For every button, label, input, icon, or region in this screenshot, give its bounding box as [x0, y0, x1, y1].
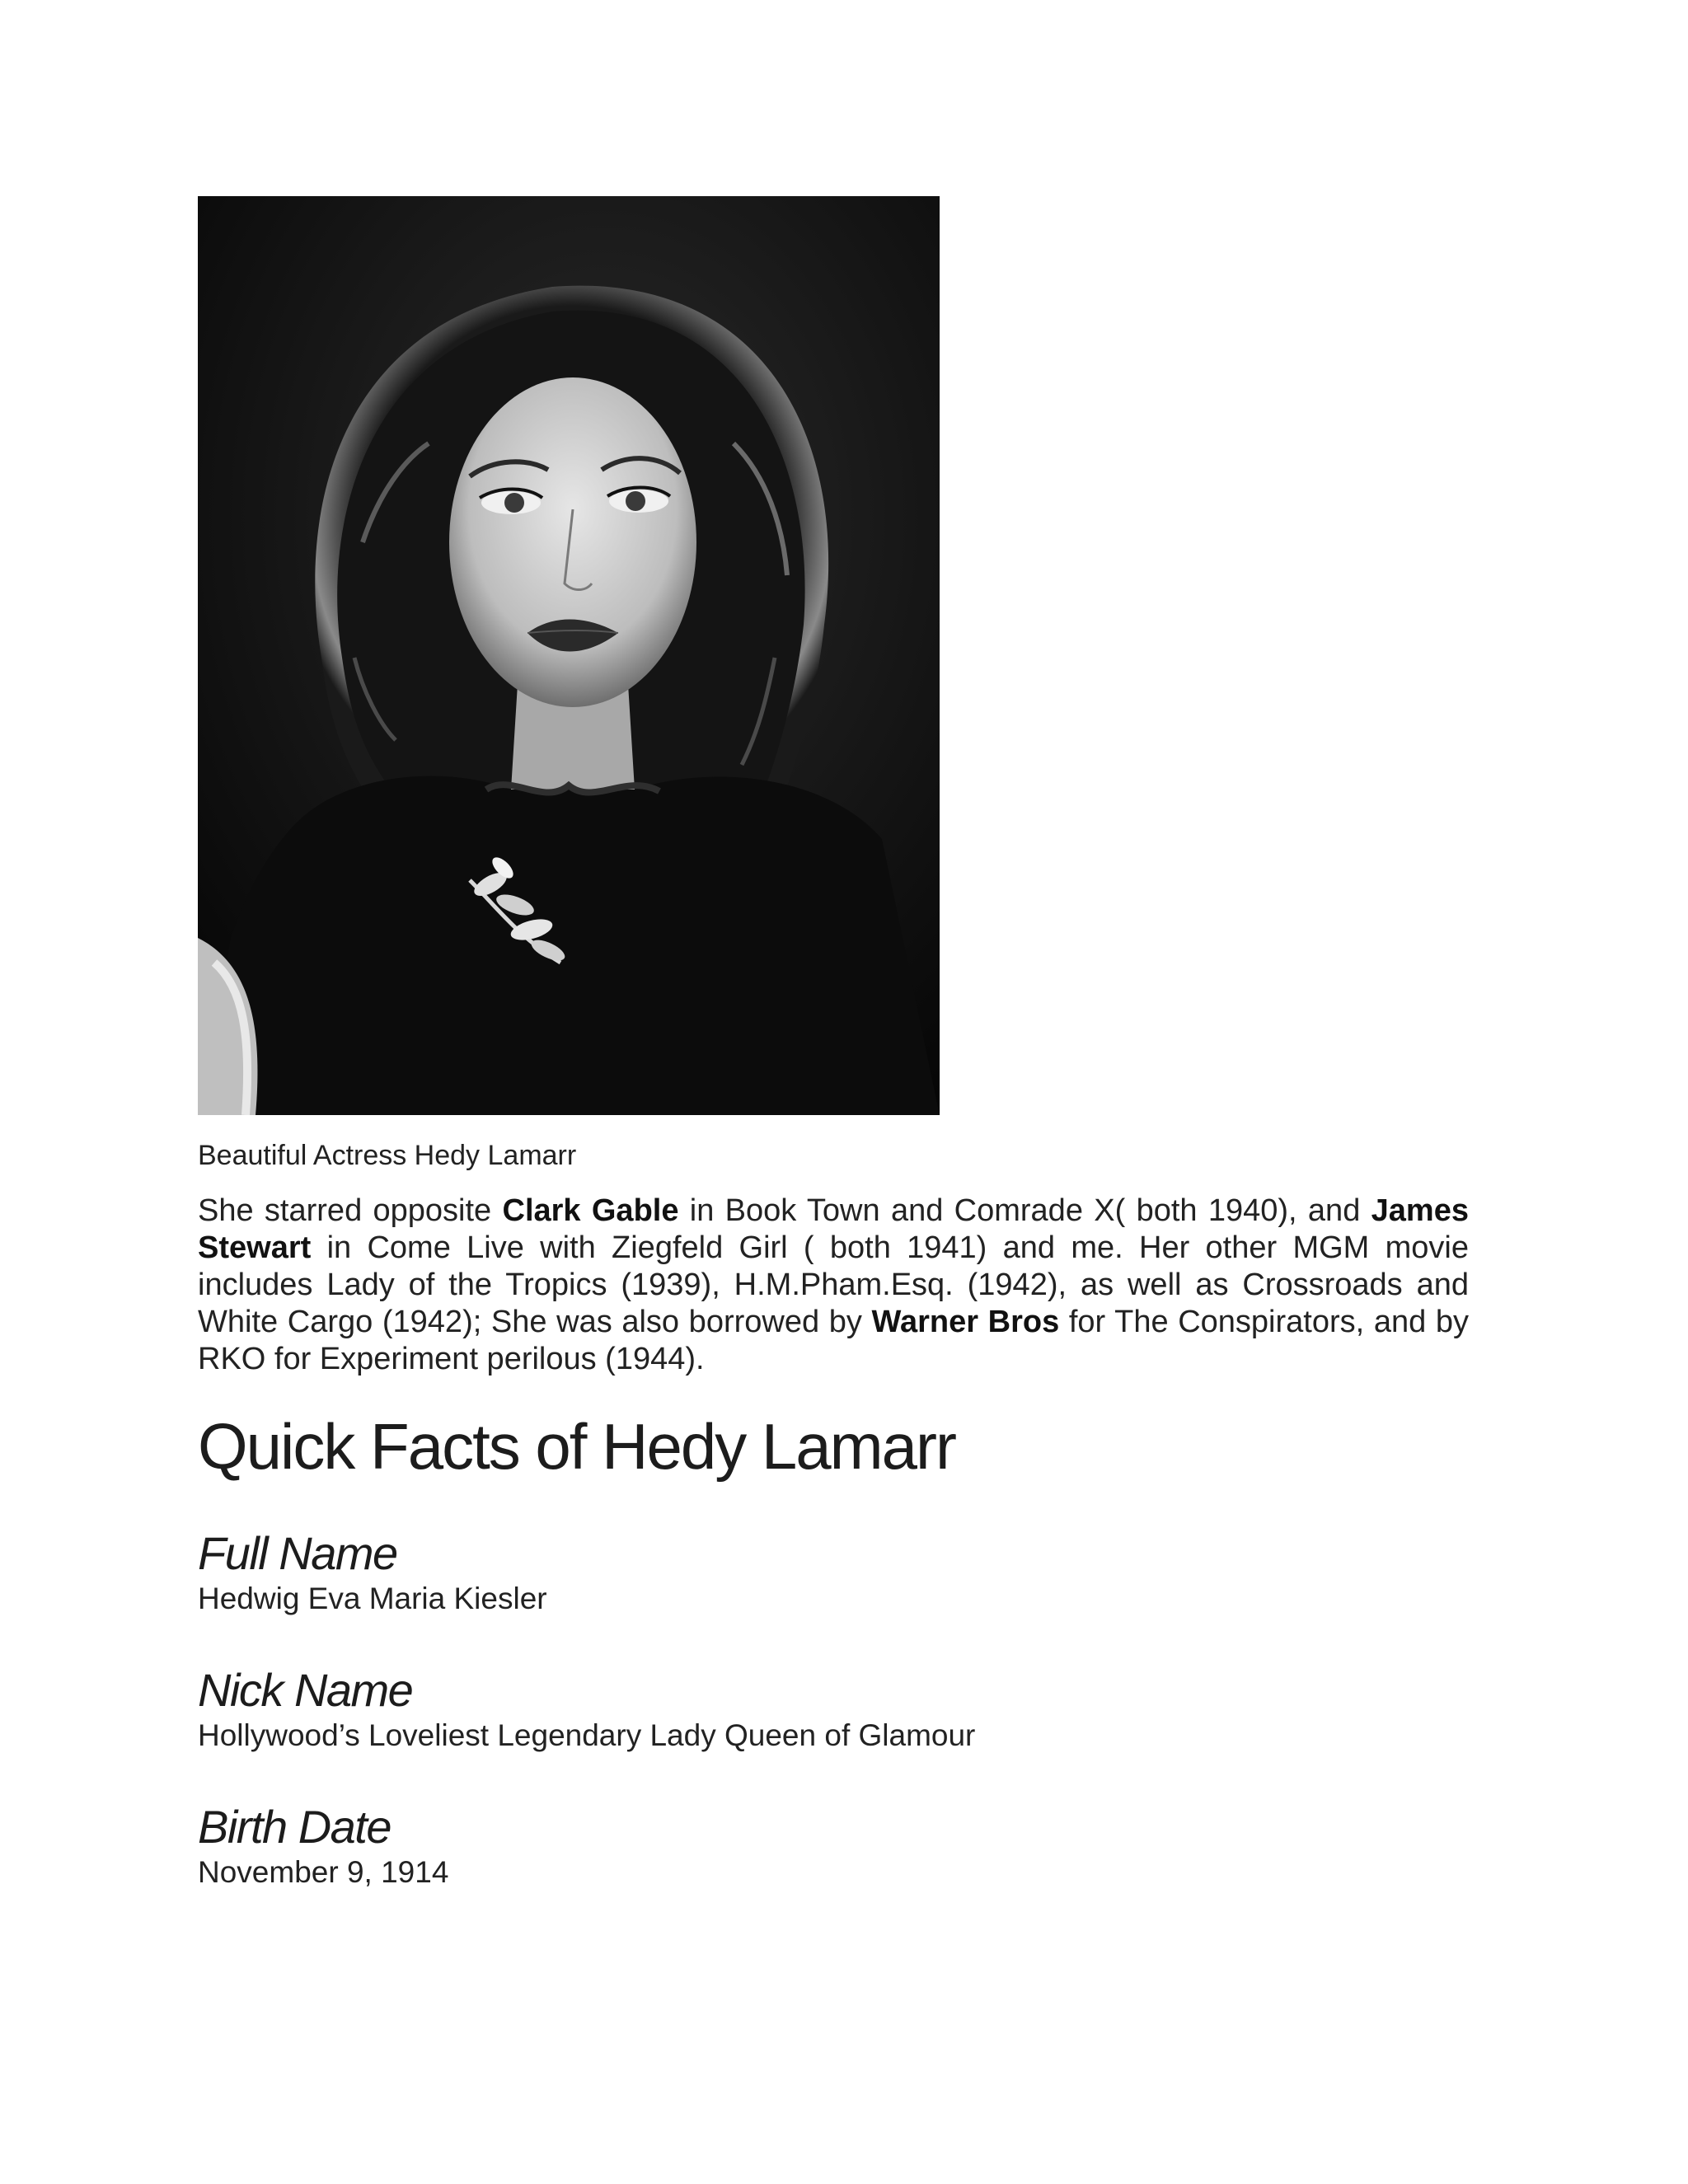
paragraph-text: for The Conspirators, and by RKO for Experiment perilous (1944). [198, 1305, 1469, 1376]
page-content [198, 196, 1469, 1937]
fact-value: Hedwig Eva Maria Kiesler [198, 1582, 547, 1616]
fact-label: Full Name [198, 1527, 397, 1580]
paragraph-text: She starred opposite [198, 1193, 503, 1228]
portrait-illustration [198, 196, 940, 1115]
actor-name-bold: Clark Gable [502, 1193, 679, 1228]
biography-paragraph [198, 1193, 1469, 1378]
portrait-photo [198, 196, 940, 1115]
fact-value: November 9, 1914 [198, 1855, 449, 1890]
actor-name-bold: James Stewart [198, 1193, 1469, 1265]
fact-full-name [198, 1526, 1469, 1617]
fact-label: Nick Name [198, 1664, 413, 1717]
paragraph-text: in Come Live with Ziegfeld Girl ( both 1941) and me. Her other MGM movie includes Lady of the Tropics (1939), H.M.Pham.Esq. (1942), as well as Crossroads and White Cargo (1942); She was also borrowed by [198, 1230, 1469, 1339]
section-heading: Quick Facts of Hedy Lamarr [198, 1410, 955, 1483]
fact-birth-date [198, 1800, 1469, 1891]
fact-value: Hollywood’s Loveliest Legendary Lady Queen of Glamour [198, 1718, 976, 1753]
studio-name-bold: Warner Bros [871, 1305, 1060, 1339]
fact-nick-name [198, 1663, 1469, 1754]
fact-label: Birth Date [198, 1801, 391, 1854]
paragraph-text: in Book Town and Comrade X( both 1940), and [678, 1193, 1372, 1228]
photo-caption: Beautiful Actress Hedy Lamarr [198, 1140, 577, 1171]
